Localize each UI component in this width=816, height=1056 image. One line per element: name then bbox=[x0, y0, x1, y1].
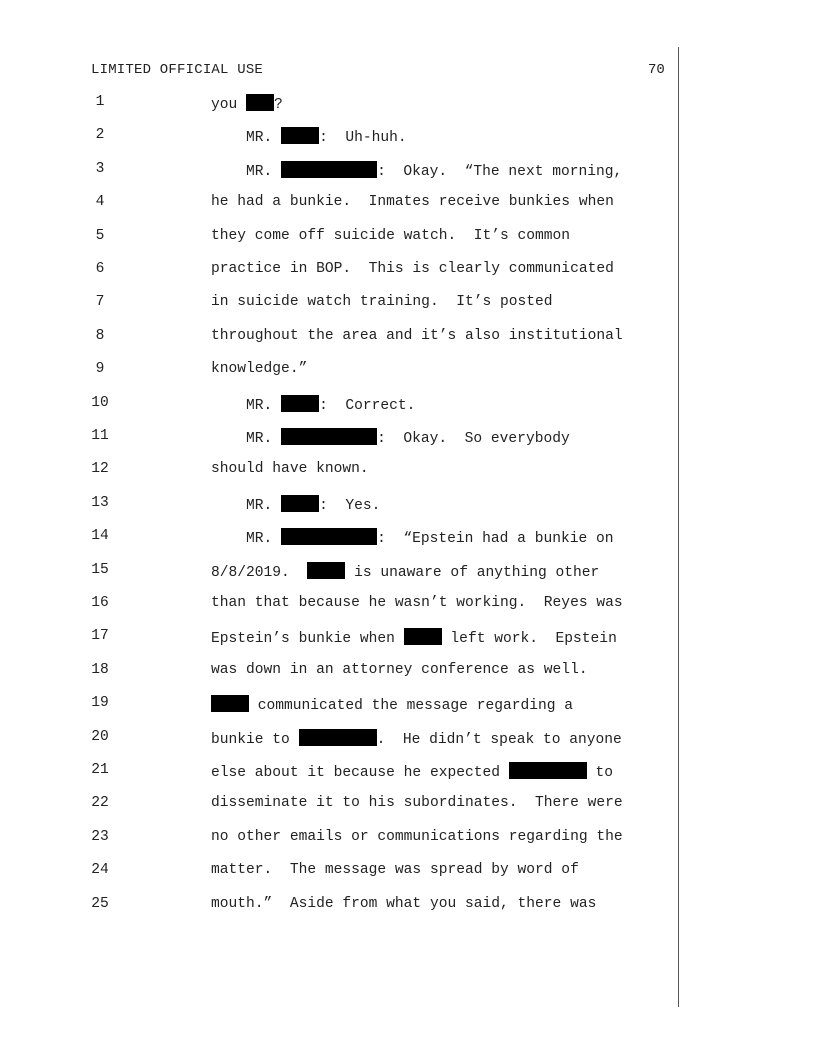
transcript-line bbox=[0, 562, 816, 582]
line-number: 4 bbox=[95, 194, 105, 211]
transcript-line bbox=[0, 896, 816, 916]
line-text: communicated the message regarding a bbox=[211, 695, 573, 714]
transcript-line bbox=[0, 628, 816, 648]
line-number: 14 bbox=[91, 528, 109, 545]
line-number: 8 bbox=[95, 327, 105, 344]
redaction-box bbox=[404, 628, 442, 645]
line-text: he had a bunkie. Inmates receive bunkies when bbox=[211, 194, 614, 211]
line-number: 20 bbox=[91, 728, 109, 745]
line-text: bunkie to . He didn’t speak to anyone bbox=[211, 729, 622, 748]
transcript-line bbox=[0, 662, 816, 682]
redaction-box bbox=[246, 94, 274, 111]
line-text: than that because he wasn’t working. Reyes was bbox=[211, 595, 623, 611]
transcript-line bbox=[0, 729, 816, 749]
redaction-box bbox=[281, 395, 319, 412]
line-number: 12 bbox=[91, 461, 109, 478]
line-number: 21 bbox=[91, 762, 109, 778]
transcript-line bbox=[0, 595, 816, 615]
line-number: 15 bbox=[91, 561, 109, 578]
transcript-line bbox=[0, 829, 816, 849]
line-text: they come off suicide watch. It’s common bbox=[211, 227, 571, 244]
line-number: 13 bbox=[91, 494, 109, 511]
header-label: LIMITED OFFICIAL USE bbox=[91, 62, 264, 78]
transcript-line bbox=[0, 795, 816, 815]
line-text: else about it because he expected to bbox=[211, 762, 613, 781]
transcript-line bbox=[0, 461, 816, 481]
transcript-line bbox=[0, 762, 816, 782]
line-text: MR. : Okay. “The next morning, bbox=[211, 161, 622, 180]
line-number: 24 bbox=[91, 862, 109, 879]
transcript-line bbox=[0, 194, 816, 214]
transcript-line bbox=[0, 428, 816, 448]
line-text: MR. : “Epstein had a bunkie on bbox=[211, 528, 614, 547]
line-number: 9 bbox=[95, 361, 105, 378]
line-number: 22 bbox=[91, 795, 109, 812]
line-number: 11 bbox=[91, 428, 109, 444]
line-number: 10 bbox=[91, 394, 109, 411]
line-text: you ? bbox=[211, 94, 283, 113]
line-text: matter. The message was spread by word of bbox=[211, 862, 579, 879]
transcript-line bbox=[0, 228, 816, 248]
line-text: MR. : Uh-huh. bbox=[211, 127, 407, 146]
line-text: should have known. bbox=[211, 461, 369, 478]
line-number: 5 bbox=[95, 227, 105, 244]
line-number: 17 bbox=[91, 628, 109, 645]
transcript-line bbox=[0, 127, 816, 147]
redaction-box bbox=[281, 495, 319, 512]
redaction-box bbox=[307, 562, 345, 579]
redaction-box bbox=[509, 762, 587, 779]
line-number: 2 bbox=[95, 127, 105, 144]
transcript-line bbox=[0, 94, 816, 114]
redaction-box bbox=[281, 428, 377, 445]
transcript-line bbox=[0, 161, 816, 181]
line-number: 7 bbox=[95, 294, 105, 311]
line-text: MR. : Okay. So everybody bbox=[211, 428, 570, 447]
transcript-line bbox=[0, 695, 816, 715]
transcript-line bbox=[0, 862, 816, 882]
transcript-line bbox=[0, 294, 816, 314]
line-text: disseminate it to his subordinates. There were bbox=[211, 795, 623, 812]
line-text: mouth.” Aside from what you said, there was bbox=[211, 895, 597, 912]
transcript-line bbox=[0, 528, 816, 548]
line-text: in suicide watch training. It’s posted bbox=[211, 294, 553, 311]
redaction-box bbox=[211, 695, 249, 712]
page-number: 70 bbox=[648, 62, 665, 78]
line-text: no other emails or communications regarding the bbox=[211, 828, 623, 845]
line-text: Epstein’s bunkie when left work. Epstein bbox=[211, 628, 617, 647]
line-number: 19 bbox=[91, 695, 109, 712]
line-text: knowledge.” bbox=[211, 361, 308, 378]
transcript-line bbox=[0, 361, 816, 381]
transcript-line bbox=[0, 495, 816, 515]
transcript-line bbox=[0, 395, 816, 415]
line-number: 18 bbox=[91, 661, 109, 678]
line-text: practice in BOP. This is clearly communicated bbox=[211, 261, 614, 277]
line-number: 16 bbox=[91, 595, 109, 611]
line-text: 8/8/2019. is unaware of anything other bbox=[211, 562, 599, 581]
line-number: 1 bbox=[95, 94, 105, 110]
redaction-box bbox=[281, 127, 319, 144]
line-text: MR. : Yes. bbox=[211, 495, 380, 514]
line-number: 6 bbox=[95, 261, 105, 277]
line-text: MR. : Correct. bbox=[211, 395, 415, 414]
line-number: 25 bbox=[91, 895, 109, 912]
redaction-box bbox=[281, 161, 377, 178]
transcript-line bbox=[0, 261, 816, 281]
line-text: was down in an attorney conference as well. bbox=[211, 661, 588, 678]
redaction-box bbox=[281, 528, 377, 545]
transcript-line bbox=[0, 328, 816, 348]
line-text: throughout the area and it’s also institutional bbox=[211, 327, 623, 344]
redaction-box bbox=[299, 729, 377, 746]
line-number: 23 bbox=[91, 828, 109, 845]
line-number: 3 bbox=[95, 160, 105, 177]
